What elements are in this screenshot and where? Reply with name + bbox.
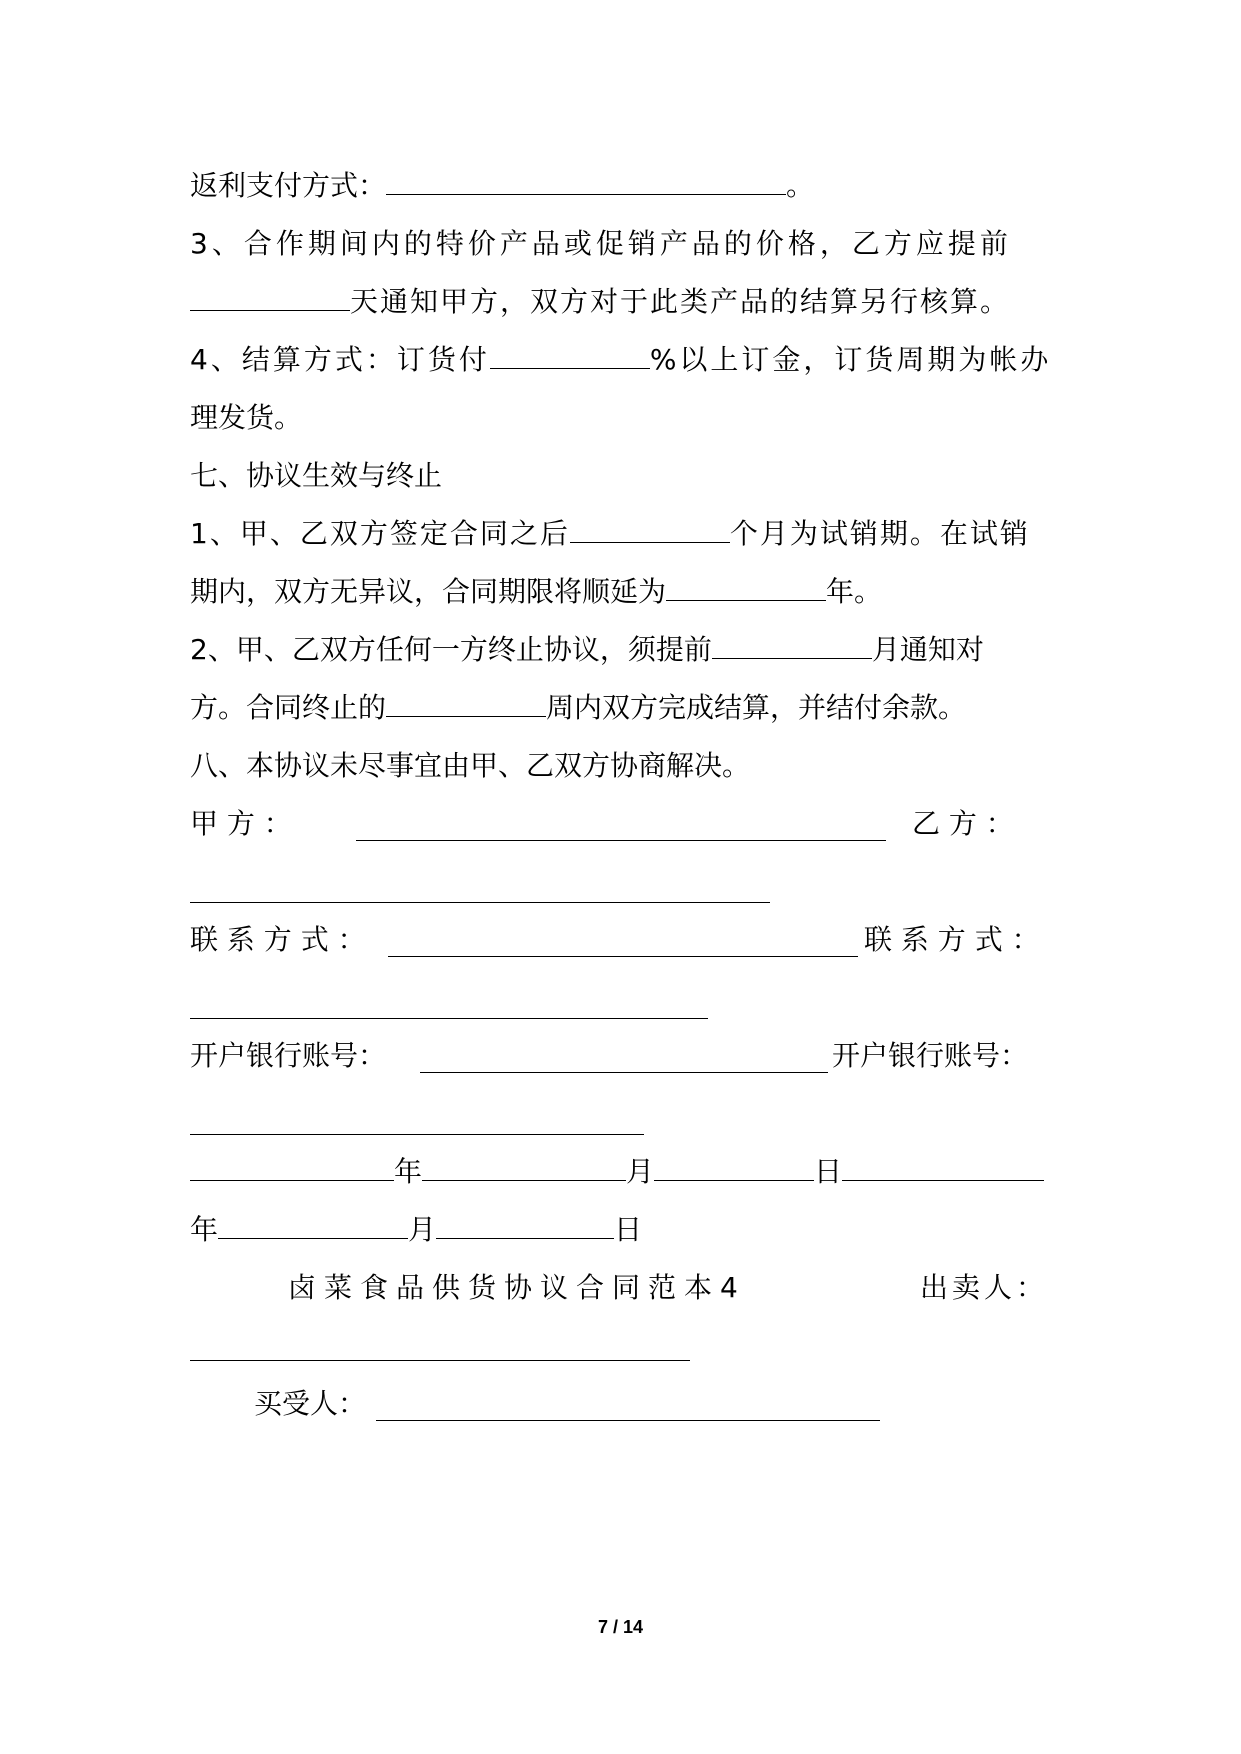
date-a-year-blank — [190, 1156, 394, 1181]
contact-label-a: 联 系 方 式 ： — [190, 923, 366, 956]
date-b-month: 月 — [408, 1213, 437, 1246]
settlement-text: %以上订金，订货周期为帐办 — [649, 343, 1052, 376]
extension-text: 期内，双方无异议，合同期限将顺延为 — [190, 575, 667, 608]
date-line-b — [190, 1212, 642, 1248]
section-8-text: 八、本协议未尽事宜由甲、乙双方协商解决。 — [190, 749, 751, 782]
period-mark: 。 — [786, 169, 815, 202]
section-7-clause-2-line-1 — [190, 632, 984, 668]
section-7-heading: 七、协议生效与终止 — [190, 459, 443, 492]
termination-text-b: 月通知对 — [871, 633, 984, 666]
date-line-a — [190, 1154, 1044, 1190]
date-b-month-blank — [218, 1214, 408, 1239]
settlement-weeks-blank — [386, 692, 546, 717]
date-b-year: 年 — [190, 1213, 219, 1246]
rebate-payment-label: 返利支付方式： — [190, 169, 387, 202]
section-7-clause-2-line-2 — [190, 690, 966, 726]
clause-4-line-1 — [190, 342, 1051, 378]
section-7-clause-1-line-1 — [190, 516, 1030, 552]
contact-line-b — [190, 1018, 708, 1019]
date-a-year: 年 — [394, 1155, 423, 1188]
bank-account-line-a — [420, 1072, 828, 1073]
date-b-year-blank — [842, 1156, 1044, 1181]
date-a-month-blank — [422, 1156, 626, 1181]
bank-account-label-a: 开户银行账号： — [190, 1039, 387, 1072]
termination-text-a: 2、甲、乙双方任何一方终止协议，须提前 — [190, 633, 712, 666]
notice-days-blank — [190, 286, 350, 311]
contact-label-b: 联 系 方 式 ： — [864, 923, 1040, 956]
party-b-signature-line — [190, 902, 770, 903]
termination-text-c: 方。合同终止的 — [190, 691, 387, 724]
clause-4-line-2: 理发货。 — [190, 401, 303, 434]
date-b-day: 日 — [614, 1213, 643, 1246]
extension-years-blank — [666, 576, 826, 601]
year-suffix: 年。 — [826, 575, 883, 608]
party-a-label: 甲 方 ： — [190, 807, 292, 840]
rebate-payment-blank — [386, 170, 786, 195]
date-b-day-blank — [436, 1214, 614, 1239]
line-rebate-payment — [190, 168, 814, 204]
seller-signature-line — [190, 1360, 690, 1361]
clause-3-line-2 — [190, 284, 1010, 320]
trial-months-blank — [570, 518, 730, 543]
trial-period-text-b: 个月为试销期。在试销 — [729, 517, 1030, 550]
bank-account-line-b — [190, 1134, 644, 1135]
termination-text-d: 周内双方完成结算，并结付余款。 — [546, 691, 967, 724]
date-a-day: 日 — [814, 1155, 843, 1188]
clause-3-line-1: 3、合作期间内的特价产品或促销产品的价格，乙方应提前 — [190, 227, 1012, 260]
deposit-percent-blank — [490, 344, 650, 369]
page-number: 7 / 14 — [597, 1617, 644, 1637]
contract-template-title: 卤菜食品供货协议合同范本4 — [288, 1271, 746, 1304]
settlement-label: 4、结算方式：订货付 — [190, 343, 490, 376]
buyer-signature-line — [376, 1420, 880, 1421]
bank-account-label-b: 开户银行账号： — [832, 1039, 1029, 1072]
section-7-clause-1-line-2 — [190, 574, 882, 610]
date-a-day-blank — [654, 1156, 814, 1181]
clause-3-text: 天通知甲方，双方对于此类产品的结算另行核算。 — [350, 285, 1011, 318]
contact-line-a — [388, 956, 858, 957]
trial-period-text-a: 1、甲、乙双方签定合同之后 — [190, 517, 570, 550]
date-a-month: 月 — [626, 1155, 655, 1188]
buyer-label: 买受人： — [254, 1387, 367, 1420]
party-b-label: 乙 方 ： — [912, 807, 1014, 840]
seller-label: 出卖人： — [920, 1271, 1049, 1304]
party-a-signature-line — [356, 840, 886, 841]
notice-months-blank — [712, 634, 872, 659]
